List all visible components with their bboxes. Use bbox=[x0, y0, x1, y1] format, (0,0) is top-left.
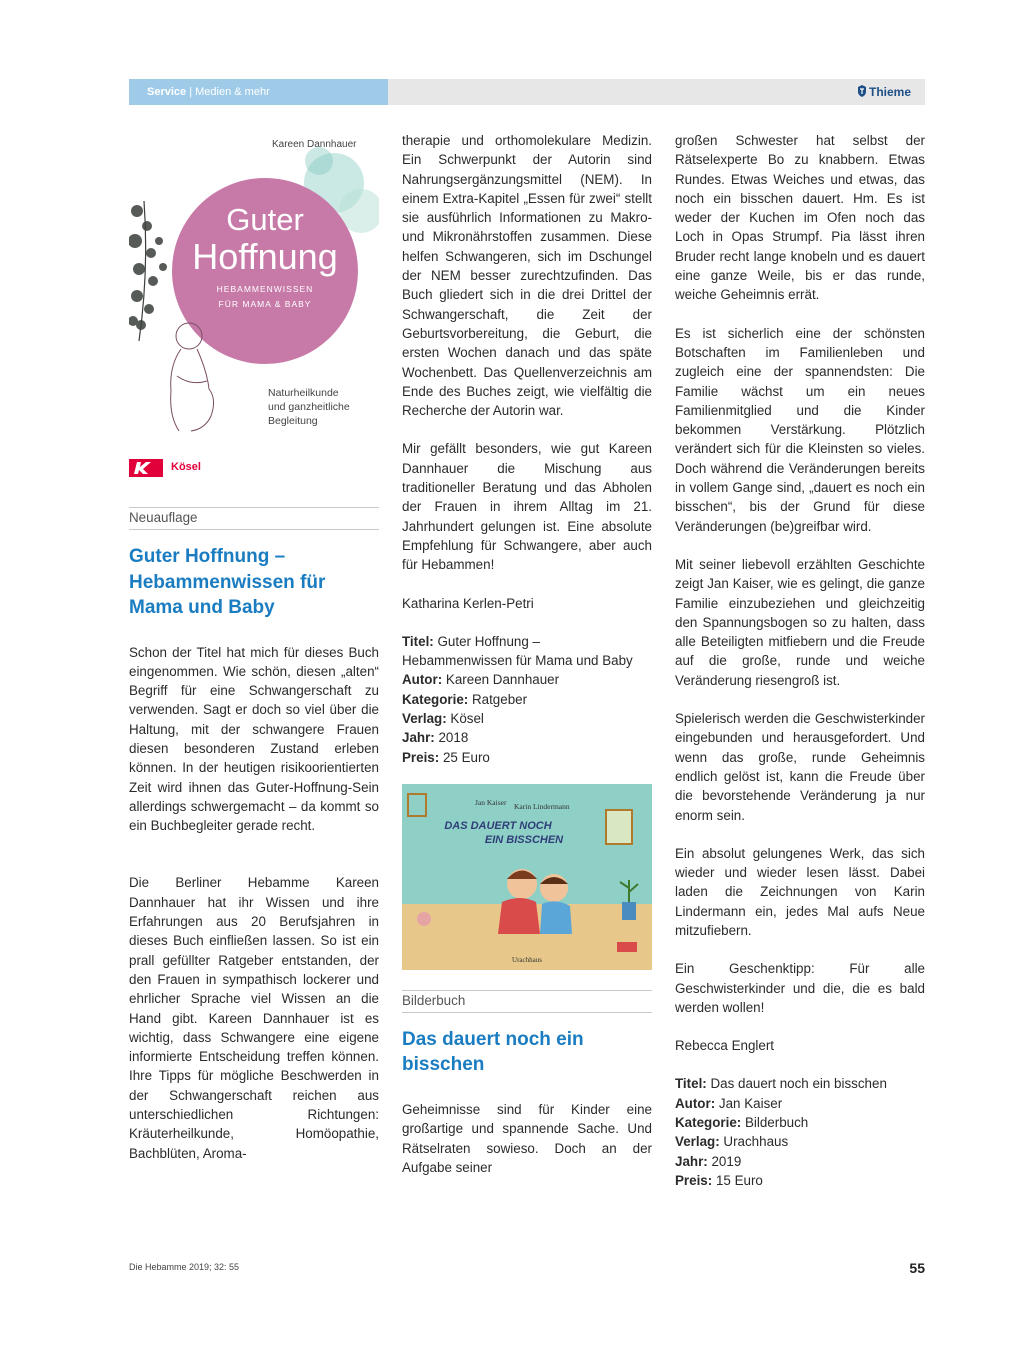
meta-year-label: Jahr: bbox=[402, 730, 435, 746]
column-2 bbox=[402, 131, 652, 1177]
meta-price-value: 25 Euro bbox=[442, 749, 490, 765]
meta2-year-label: Jahr: bbox=[675, 1153, 708, 1169]
cover-illustration bbox=[129, 131, 379, 441]
section-separator: | bbox=[186, 86, 196, 98]
meta2-publisher bbox=[675, 1132, 925, 1151]
meta2-year-value: 2019 bbox=[711, 1153, 742, 1169]
subsection-label: Medien & mehr bbox=[195, 86, 270, 98]
meta-title-value: Guter Hoffnung – Hebammenwissen für Mama und Baby bbox=[402, 633, 633, 669]
section-label: Service bbox=[147, 86, 187, 98]
meta-title bbox=[402, 632, 652, 671]
meta2-title-value: Das dauert noch ein bisschen bbox=[710, 1076, 887, 1092]
meta2-year bbox=[675, 1152, 925, 1171]
column-1 bbox=[129, 131, 379, 1163]
cover-subtitle-line1: HEBAMMENWISSEN bbox=[216, 284, 314, 294]
cover-title-line2: Hoffnung bbox=[192, 236, 338, 277]
meta2-author bbox=[675, 1094, 925, 1113]
review2-paragraph-5: Ein absolut gelungenes Werk, das sich wieder und wieder lesen lässt. Dabei laden die Zeichnungen von Karin Lindermann ein, jedes Mal aufs Neue mitzufiebern. bbox=[675, 845, 925, 938]
footer-citation: Die Hebamme 2019; 32: 55 bbox=[129, 1262, 240, 1272]
section-header bbox=[129, 79, 388, 105]
meta-year-value: 2018 bbox=[438, 730, 469, 746]
meta2-publisher-value: Urachhaus bbox=[723, 1134, 789, 1150]
meta-price bbox=[402, 748, 652, 767]
review-title-guter-hoffnung: Guter Hoffnung – Hebammenwissen für Mama und Baby bbox=[129, 546, 326, 618]
meta-price-label: Preis: bbox=[402, 749, 440, 765]
meta-author-label: Autor: bbox=[402, 672, 443, 688]
column-3 bbox=[675, 131, 925, 1190]
meta2-category-label: Kategorie: bbox=[675, 1115, 742, 1131]
review2-meta bbox=[675, 1074, 925, 1190]
review1-reviewer: Katharina Kerlen-Petri bbox=[402, 595, 534, 611]
meta-publisher bbox=[402, 709, 652, 728]
cover-title-line1: Guter bbox=[226, 202, 304, 237]
meta-author-value: Kareen Dannhauer bbox=[445, 672, 560, 688]
publisher-name: Thieme bbox=[868, 85, 911, 99]
meta-author bbox=[402, 670, 652, 689]
meta2-price-label: Preis: bbox=[675, 1172, 713, 1188]
review2-paragraph-2: Es ist sicherlich eine der schönsten Botschaften im Familienleben und zugleich eine der spannendsten: Die Familie wächst um ein neues Familienmitglied und die Kinder bekommen Verstärkung. Plötzlich verändert sich für die Kleinsten so vieles. Doch während die Veränderungen bereits in vollem Gange sind, „dauert es noch ein bisschen“, bis der Grund für diese Veränderungen (be)greifbar wird. bbox=[675, 325, 925, 534]
review1-meta bbox=[402, 632, 652, 767]
review-title-das-dauert-noch: Das dauert noch ein bisschen bbox=[402, 1028, 584, 1076]
meta-category-value: Ratgeber bbox=[471, 691, 528, 707]
meta2-title-label: Titel: bbox=[675, 1076, 707, 1092]
meta-title-label: Titel: bbox=[402, 633, 434, 649]
meta2-author-value: Jan Kaiser bbox=[718, 1095, 783, 1111]
review2-paragraph-1: Geheimnisse sind für Kinder eine großartige und spannende Sache. Und Rätselraten sowieso. Doch an der Aufgabe seiner bbox=[402, 1101, 652, 1175]
book-cover-das-dauert-noch bbox=[402, 784, 652, 970]
review1-paragraph-2-continued: therapie und orthomolekulare Medizin. Ein Schwerpunkt der Autorin sind Nahrungsergänzungsmittel (NEM). In einem Extra-Kapitel „Essen für zwei“ stellt sie ausführlich Informationen zu Makro- und Mikronährstoffen zusammen. Diese helfen Schwangeren, sich im Dschungel der NEM besser zurechtzufinden. Das Buch gliedert sich in die drei Drittel der Schwangerschaft, die Zeit der Geburtsvorbereitung, die Geburt, die ersten Wochen danach und das späte Wochenbett. Das Quellenverzeichnis am Ende des Buches zeigt, wie vielfältig die Recherche der Autorin war. bbox=[402, 133, 652, 419]
rubric-neuauflage: Neuauflage bbox=[129, 507, 379, 530]
review1-paragraph-2: Die Berliner Hebamme Kareen Dannhauer hat ihr Wissen und ihre Erfahrungen aus 20 Berufsjahren in dieses Buch einfließen lassen. So ist ein prall gefüllter Ratgeber entstanden, der den Frauen in sympathisch lockerer und ehrlicher Sprache viel Wissen an die Hand gibt. Kareen Dannhauer ist es wichtig, dass Schwangere eine eigene informierte Entscheidung treffen können. Ihre Tipps für mögliche Beschwerden in der Schwangerschaft reichen aus unterschiedlichen Richtungen: Kräuterheilkunde, Homöopathie, Bachblüten, Aroma- bbox=[129, 875, 379, 1161]
cover-tagline-line1: Naturheilkunde bbox=[268, 387, 339, 399]
review2-paragraph-6: Ein Geschenktipp: Für alle Geschwisterkinder und die, die es bald werden wollen! bbox=[675, 961, 925, 1015]
publisher-logo bbox=[857, 79, 911, 105]
review2-paragraph-1-continued: großen Schwester hat selbst der Rätselexperte Bo zu knabbern. Etwas Rundes. Etwas Weiches und etwas, das noch ein bisschen dauert. Hm. Es ist weder der Kuchen im Ofen noch das Loch in Opas Strumpf. Pia lässt ihren Bruder recht lange knobeln und es dauert eine ganze Weile, bis er das runde, weiche Geheimnis errät. bbox=[675, 133, 925, 303]
cover-tagline-line2: und ganzheitliche bbox=[268, 401, 350, 413]
meta-category-label: Kategorie: bbox=[402, 691, 469, 707]
cover2-title-line2: EIN BISSCHEN bbox=[484, 833, 564, 846]
cover2-illustrator: Karin Lindermann bbox=[514, 801, 570, 811]
cover-tagline-line3: Begleitung bbox=[268, 415, 318, 427]
cover2-publisher: Urachhaus bbox=[512, 955, 542, 964]
meta2-title bbox=[675, 1074, 925, 1093]
review2-reviewer: Rebecca Englert bbox=[675, 1038, 774, 1054]
review1-paragraph-1: Schon der Titel hat mich für dieses Buch eingenommen. Wie schön, diesen „alten“ Begriff für eine Schwangerschaft zu verwenden. Sagt er doch so viel über die Haltung, mit der schwangere Frauen diesen besonderen Zustand erleben können. In der heutigen risikoorientierten Zeit wird ihnen das Guter-Hoffnung-Sein allerdings schwergemacht – da kommt so ein Buchbegleiter gerade recht. bbox=[129, 644, 379, 834]
cover-author: Kareen Dannhauer bbox=[272, 139, 357, 150]
meta2-price-value: 15 Euro bbox=[715, 1172, 763, 1188]
publisher-badge bbox=[129, 459, 379, 485]
page-number: 55 bbox=[909, 1260, 925, 1276]
meta2-author-label: Autor: bbox=[675, 1095, 716, 1111]
book-cover-guter-hoffnung bbox=[129, 131, 379, 441]
rubric-bilderbuch: Bilderbuch bbox=[402, 990, 652, 1013]
review1-paragraph-3: Mir gefällt besonders, wie gut Kareen Dannhauer die Mischung aus traditioneller Beratung und das Abholen der Frauen in ihrem Alltag im 21. Jahrhundert gelungen ist. Eine absolute Empfehlung für Schwangere, aber auch für Hebammen! bbox=[402, 441, 652, 573]
cover-publisher: Kösel bbox=[171, 461, 201, 473]
meta2-category-value: Bilderbuch bbox=[744, 1115, 809, 1131]
meta-publisher-value: Kösel bbox=[450, 711, 484, 727]
review2-paragraph-3: Mit seiner liebevoll erzählten Geschichte zeigt Jan Kaiser, wie es gelingt, die ganze Familie einzubeziehen und gleichzeitig den Spannungsbogen so zu halten, dass alle Beteiligten mitfiebern und die Freude auf die große, runde und weiche Veränderung riesengroß ist. bbox=[675, 556, 925, 688]
cover-illustration-2 bbox=[402, 784, 652, 970]
review2-paragraph-4: Spielerisch werden die Geschwisterkinder eingebunden und herausgefordert. Und wenn das große, runde Geheimnis endlich gelöst ist, kann die Freude über die bevorstehende Veränderung ja nur enorm sein. bbox=[675, 711, 925, 823]
thieme-icon bbox=[857, 85, 867, 97]
meta-publisher-label: Verlag: bbox=[402, 711, 447, 727]
cover2-author: Jan Kaiser bbox=[475, 797, 507, 807]
meta2-category bbox=[675, 1113, 925, 1132]
kosel-logo-icon bbox=[129, 459, 163, 477]
header-bar bbox=[388, 79, 925, 105]
meta-year bbox=[402, 728, 652, 747]
meta2-price bbox=[675, 1171, 925, 1190]
meta-category bbox=[402, 690, 652, 709]
cover2-title-line1: DAS DAUERT NOCH bbox=[444, 819, 552, 832]
meta2-publisher-label: Verlag: bbox=[675, 1134, 720, 1150]
cover-subtitle-line2: FÜR MAMA & BABY bbox=[218, 299, 312, 309]
